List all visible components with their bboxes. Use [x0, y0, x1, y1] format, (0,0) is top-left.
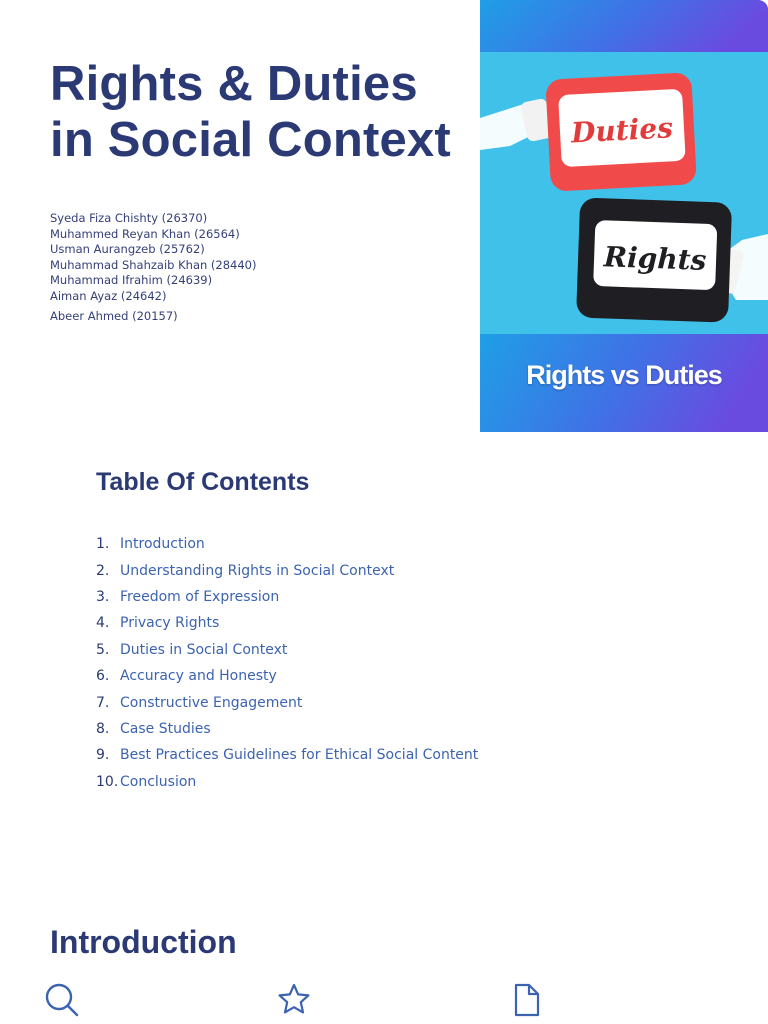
page-title-line-2: in Social Context	[50, 113, 451, 167]
toc-item-understanding-rights[interactable]	[96, 557, 656, 583]
author-name: Muhammed Reyan Khan (26564)	[50, 226, 240, 241]
file-icon	[508, 982, 544, 1018]
toc-item-conclusion[interactable]	[96, 769, 656, 795]
toc-item-case-studies[interactable]	[96, 716, 656, 742]
toc-item-link[interactable]: Freedom of Expression	[120, 588, 280, 605]
author-list	[50, 211, 450, 324]
toc-item-link[interactable]: Best Practices Guidelines for Ethical Social Content	[120, 747, 479, 764]
toc-item-number: 1.	[96, 536, 110, 553]
author-name: Muhammad Shahzaib Khan (28440)	[50, 257, 257, 272]
table-of-contents	[96, 531, 656, 795]
author-name: Usman Aurangzeb (25762)	[50, 242, 205, 257]
search-icon	[44, 982, 80, 1018]
toc-item-best-practices[interactable]	[96, 742, 656, 768]
toc-item-link[interactable]: Case Studies	[120, 720, 211, 737]
toc-item-number: 2.	[96, 562, 110, 579]
toc-item-duties[interactable]	[96, 637, 656, 663]
toc-heading: Table Of Contents	[96, 468, 310, 496]
toc-item-number: 9.	[96, 747, 110, 764]
toc-item-constructive-engagement[interactable]	[96, 689, 656, 715]
hero-caption: Rights vs Duties	[526, 360, 722, 390]
toc-item-link[interactable]: Accuracy and Honesty	[120, 668, 277, 685]
toc-item-link[interactable]: Constructive Engagement	[120, 694, 303, 711]
toc-item-number: 6.	[96, 668, 110, 685]
author-name: Aiman Ayaz (24642)	[50, 288, 167, 303]
tag-duties-label: Duties	[570, 111, 674, 150]
author-name: Abeer Ahmed (20157)	[50, 308, 178, 323]
hero-image	[480, 0, 768, 432]
toc-item-number: 10.	[96, 773, 119, 790]
page-title-line-1: Rights & Duties	[50, 57, 418, 111]
toc-item-accuracy[interactable]	[96, 663, 656, 689]
toc-item-freedom-of-expression[interactable]	[96, 584, 656, 610]
toc-item-number: 7.	[96, 694, 110, 711]
toc-item-number: 8.	[96, 720, 110, 737]
author-name: Muhammad Ifrahim (24639)	[50, 273, 213, 288]
toc-item-link[interactable]: Privacy Rights	[120, 615, 220, 632]
toc-item-number: 3.	[96, 588, 110, 605]
star-icon	[276, 982, 312, 1018]
toc-item-introduction[interactable]	[96, 531, 656, 557]
tag-rights-label: Rights	[603, 240, 707, 277]
toc-item-link[interactable]: Introduction	[120, 536, 205, 553]
page-title	[50, 56, 470, 168]
author-name: Syeda Fiza Chishty (26370)	[50, 211, 208, 225]
toc-item-privacy-rights[interactable]	[96, 610, 656, 636]
toc-item-number: 4.	[96, 615, 110, 632]
introduction-heading: Introduction	[50, 924, 237, 960]
toc-item-link[interactable]: Conclusion	[120, 773, 197, 790]
toc-item-link[interactable]: Understanding Rights in Social Context	[120, 562, 395, 579]
toc-item-number: 5.	[96, 641, 110, 658]
toc-item-link[interactable]: Duties in Social Context	[120, 641, 288, 658]
